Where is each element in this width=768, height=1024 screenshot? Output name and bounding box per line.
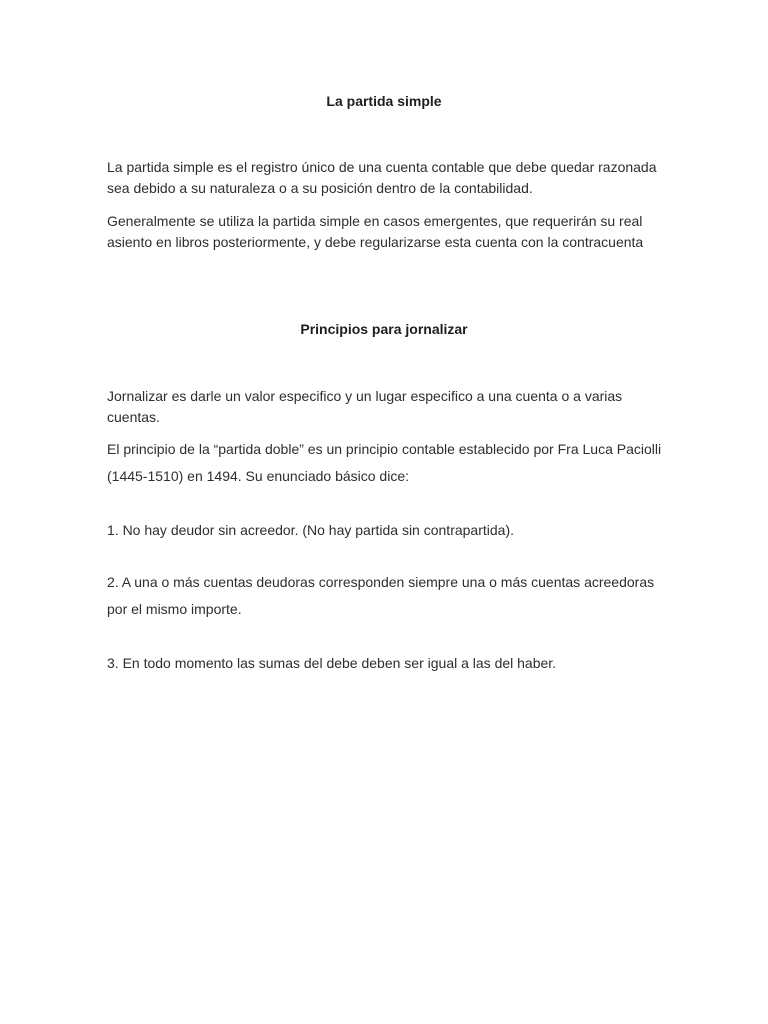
- paragraph-partida-simple-usage: Generalmente se utiliza la partida simple en casos emergentes, que requerirán su real asiento en libros posteriormente, y debe regularizarse esta cuenta con la contracuenta: [107, 213, 644, 250]
- paragraph-partida-doble-intro: El principio de la “partida doble” es un principio contable establecido por Fra Luca Paciolli (1445-1510) en 1494. Su enunciado básico dice:: [107, 441, 662, 484]
- paragraph-jornalizar-definition: Jornalizar es darle un valor especifico y un lugar especifico a una cuenta o a varias cuentas.: [107, 388, 623, 425]
- paragraph-partida-simple-definition: La partida simple es el registro único de una cuenta contable que debe quedar razonada sea debido a su naturaleza o a su posición dentro de la contabilidad.: [107, 159, 657, 196]
- principle-item-3: 3. En todo momento las sumas del debe deben ser igual a las del haber.: [107, 655, 557, 671]
- section-title-partida-simple: La partida simple: [326, 93, 442, 109]
- principle-item-2: 2. A una o más cuentas deudoras corresponden siempre una o más cuentas acreedoras por el mismo importe.: [107, 574, 655, 617]
- section-title-principios-jornalizar: Principios para jornalizar: [300, 321, 468, 337]
- principle-item-1: 1. No hay deudor sin acreedor. (No hay partida sin contrapartida).: [107, 522, 515, 538]
